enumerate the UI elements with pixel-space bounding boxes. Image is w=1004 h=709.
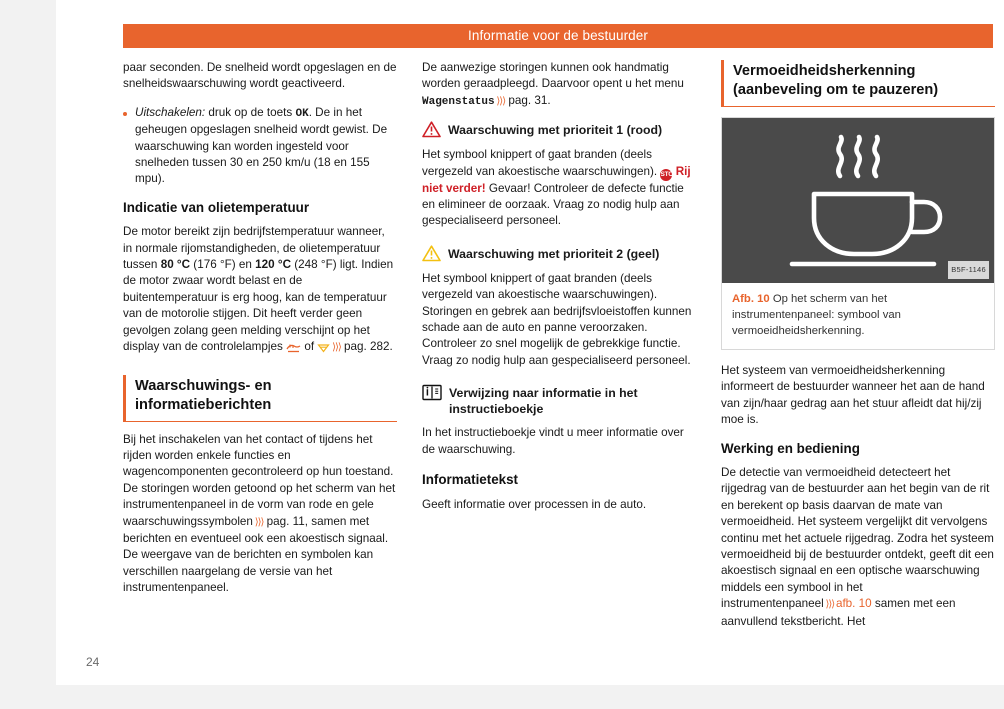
heading-waarschuwingsberichten: Waarschuwings- en informatieberichten	[123, 375, 397, 422]
prio1-text-c: Gevaar! Controleer de defecte functie en elimineer de oorzaak. Vraag zo nodig hulp aan gespecialiseerd personeel.	[422, 181, 684, 228]
paragraph-informatietekst: Geeft informatie over processen in de auto.	[422, 497, 647, 511]
reference-arrows-4: ⟩⟩⟩	[823, 599, 836, 611]
bullet-text-a: druk op de toets	[205, 105, 296, 119]
manual-page	[56, 0, 1004, 685]
werking-text-a: De detectie van vermoeidheid detecteert het rijgedrag van de bestuurder aan het begin van de rit en berekent op basis daarvan de mate van vermoeidheid. Het systeem vergelijkt dit vervolgens continu met het actuele rijgedrag. Zodra het systeem vermoeidheid bij de bestuurder ontdekt, geeft dit een akoestisch signaal en een optische waarschuwing middels een symbool in het instrumentenpaneel	[721, 466, 994, 611]
key-ok: OK	[295, 107, 309, 120]
reference-arrows-2: ⟩⟩⟩	[252, 516, 264, 528]
figure-caption-text: Op het scherm van het instrumentenpaneel: symbool van vermoeidheidsherkenning.	[732, 293, 901, 337]
reference-arrows: ⟩⟩⟩	[330, 342, 341, 354]
heading-olietemperatuur: Indicatie van olietemperatuur	[123, 199, 310, 215]
paragraph-olietemperatuur	[123, 224, 397, 358]
oil-text-e: of	[301, 340, 318, 354]
column-2	[422, 60, 696, 525]
paragraph-prioriteit-1	[422, 147, 696, 230]
oil-text-c: (176 °F) en	[190, 258, 256, 272]
stop-badge-icon: STOP	[660, 169, 672, 181]
column-1	[123, 60, 397, 609]
oil-temp-80: 80 °C	[160, 258, 191, 272]
paragraph-waarschuwingsberichten	[123, 432, 397, 597]
prio1-rij-niet-verder: Rij niet verder!	[422, 164, 691, 195]
bullet-text-b: . De in het geheugen opgeslagen snelheid wordt gewist. De waarschuwing kan worden ingesteld voor snelheden tussen 30 en 250 km/u (18 en 155 mpu).	[135, 105, 388, 186]
paragraph-werking	[721, 465, 995, 630]
figure-image	[722, 118, 994, 283]
storing-text-b: pag. 31.	[505, 93, 551, 107]
prio1-text-a: Het symbool knippert of gaat branden (deels vergezeld van akoestische waarschuwingen).	[422, 148, 661, 178]
menu-wagenstatus: Wagenstatus	[422, 95, 495, 108]
coffee-cup-icon	[722, 118, 994, 283]
paragraph-systeem-info: Het systeem van vermoeidheidsherkenning informeert de bestuurder wanneer het aan de hand van zijn/haar gedrag aan het stuur afleidt dat hij/zij moe is.	[721, 364, 985, 427]
oil-text-f: pag. 282.	[340, 340, 393, 354]
columns-container	[123, 60, 995, 640]
warn-text-a: Bij het inschakelen van het contact of tijdens het rijden worden enkele functies en wagencomponenten gecontroleerd op hun toestand. De storingen worden getoond op het scherm van het instrumentenpaneel in de vorm van rode en gele waarschuwingssymbolen	[123, 432, 396, 528]
warning-triangle-red-icon	[422, 121, 441, 138]
oil-temp-120: 120 °C	[255, 258, 292, 272]
warn-text-b: pag. 11, samen met berichten en eventueel ook een akoestisch signaal. De weergave van de berichten en symbolen kan verschillen naargelang de versie van het instrumentenpaneel.	[123, 514, 389, 595]
heading-prioriteit-2-label: Waarschuwing met prioriteit 2 (geel)	[448, 246, 660, 261]
figure-code: B5F-1146	[948, 261, 989, 279]
heading-vermoeidheidsherkenning: Vermoeidheidsherkenning (aanbeveling om te pauzeren)	[721, 60, 995, 107]
paragraph-continuation: paar seconden. De snelheid wordt opgeslagen en de snelheidswaarschuwing wordt geactiveerd.	[123, 61, 397, 91]
heading-werking-bediening: Werking en bediening	[721, 440, 860, 456]
figure-link: afb. 10	[835, 597, 872, 611]
reference-arrows-3: ⟩⟩⟩	[494, 95, 506, 107]
bullet-uitschakelen	[123, 105, 397, 188]
page-header: Informatie voor de bestuurder	[123, 24, 993, 48]
paragraph-instructieboekje: In het instructieboekje vindt u meer informatie over de waarschuwing.	[422, 426, 684, 456]
heading-prioriteit-2	[422, 246, 696, 263]
figure-number: Afb. 10	[732, 293, 770, 305]
werking-text-b: samen met een aanvullend tekstbericht. Het	[721, 597, 956, 628]
temperature-icon	[317, 342, 330, 358]
heading-prioriteit-1	[422, 122, 696, 139]
figure-caption	[722, 283, 994, 349]
storing-text-a: De aanwezige storingen kunnen ook handmatig worden geraadpleegd. Daarvoor opent u het menu	[422, 61, 684, 91]
manual-book-icon	[422, 384, 442, 401]
column-3	[721, 60, 995, 642]
heading-instructieboekje	[422, 385, 696, 417]
bullet-label: Uitschakelen:	[135, 105, 206, 119]
oil-text-d: (248 °F) ligt. Indien de motor zwaar wordt belast en de buitentemperatuur is erg hoog, kan de temperatuur van de motorolie stijgen. Dit heeft verder geen gevolgen zolang geen melding verschijnt op het display van de controlelampjes	[123, 258, 394, 354]
page-number: 24	[86, 655, 100, 669]
heading-informatietekst: Informatietekst	[422, 472, 518, 488]
oil-text-a: De motor bereikt zijn bedrijfstemperatuur wanneer, in normale rijomstandigheden, de olietemperatuur tussen	[123, 225, 385, 272]
heading-instructieboekje-label: Verwijzing naar informatie in het instructieboekje	[449, 386, 638, 417]
paragraph-storingen	[422, 60, 696, 110]
warning-triangle-yellow-icon	[422, 245, 441, 262]
figure-10	[721, 117, 995, 350]
oil-warning-icon	[286, 342, 301, 358]
heading-prioriteit-1-label: Waarschuwing met prioriteit 1 (rood)	[448, 123, 663, 138]
paragraph-prioriteit-2: Het symbool knippert of gaat branden (deels vergezeld van akoestische waarschuwingen). Storingen en gebrek aan bedrijfsvloeistoffen kunnen schade aan de auto en panne veroorzaken. Controleer zo snel mogelijk de gebrekkige functie. Vraag zo nodig hulp aan gespecialiseerd personeel.	[422, 271, 692, 367]
